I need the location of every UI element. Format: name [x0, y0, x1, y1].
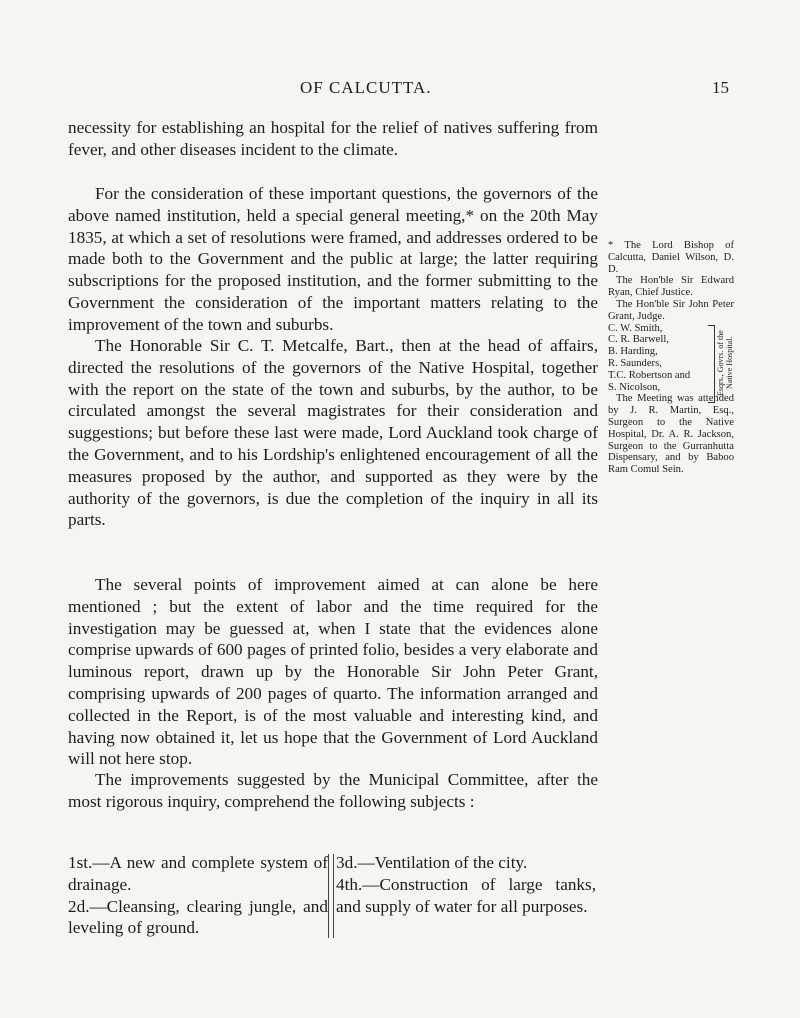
subjects-left-column	[68, 852, 328, 939]
subject-item: 3d.—Ventilation of the city.	[336, 853, 528, 872]
running-header	[0, 78, 800, 98]
paragraph-2: For the consideration of these important questions, the governors of the above named institution, held a special general meeting,* on the 20th May 1835, at which a set of resolutions were framed, and addresses ordered to be made both to the Government and the public at large; the latter requiring subscriptions for the proposed institution, and the former submitting to the Government the consideration of the important matters relating to the improvement of the town and suburbs.	[68, 184, 598, 334]
column-divider	[328, 854, 334, 938]
paragraph-3: The Honorable Sir C. T. Metcalfe, Bart., then at the head of affairs, directed the resolutions of the governors of the Native Hospital, together with the report on the state of the town and suburbs, by the author, to be circulated amongst the several magistrates for their consideration and suggestions; but before these last were made, Lord Auckland took charge of the Government, and to his Lordship's enlightened encouragement of all the measures proposed by the author, and supported as they were by the authority of the governors, is due the completion of the inquiry in all its parts.	[68, 336, 598, 530]
governor-name: B. Harding,	[608, 346, 658, 358]
note-intro: * The Lord Bishop of Calcutta, Daniel Wilson, D. D.	[608, 240, 734, 275]
paragraph-1: necessity for establishing an hospital for the relief of natives suffering from fever, and other diseases incident to the climate.	[68, 118, 598, 159]
governors-group	[608, 323, 734, 394]
subject-item: 2d.—Cleansing, clearing jungle, and leveling of ground.	[68, 896, 328, 938]
subject-item: 1st.—A new and complete system of drainage.	[68, 853, 328, 894]
paragraph-4: The several points of improvement aimed at can alone be here mentioned ; but the extent of labor and the time required for the investigation may be guessed at, when I state that the evidences alone comprise upwards of 600 pages of printed folio, besides a very elaborate and luminous report, drawn up by the Honorable Sir John Peter Grant, comprising upwards of 200 pages of quarto. The information arranged and collected in the Report, is of the most valuable and interesting kind, and having now obtained it, let us hope that the Government of Lord Auckland will not here stop.	[68, 575, 598, 769]
governor-name: R. Saunders,	[608, 357, 662, 369]
subject-item: 4th.—Construction of large tanks, and supply of water for all purposes.	[336, 874, 596, 916]
governor-name: T.C. Robertson and	[608, 369, 691, 381]
margin-note	[608, 240, 734, 476]
governor-name: C. W. Smith,	[608, 322, 663, 334]
paragraph-5: The improvements suggested by the Municipal Committee, after the most rigorous inquiry, comprehend the following subjects :	[68, 770, 598, 811]
note-chief-justice: The Hon'ble Sir Edward Ryan, Chief Justice.	[608, 275, 734, 299]
running-title: OF CALCUTTA.	[300, 78, 432, 97]
governor-name: S. Nicolson,	[608, 381, 661, 393]
note-attendance: The Meeting was attended by J. R. Martin, Esq., Surgeon to the Native Hospital, Dr. A. R. Jackson, Surgeon to the Gurranhutta Dispensary, and by Baboo Ram Comul Sein.	[608, 393, 734, 476]
brace-mark	[708, 325, 715, 403]
subjects-list	[68, 852, 598, 938]
subjects-right-column	[336, 852, 596, 917]
note-judge: The Hon'ble Sir John Peter Grant, Judge.	[608, 298, 734, 322]
page-number: 15	[712, 78, 729, 97]
governors-label: Esqrs., Govrs. of the Native Hospital.	[716, 329, 734, 396]
governor-name: C. R. Barwell,	[608, 334, 669, 346]
